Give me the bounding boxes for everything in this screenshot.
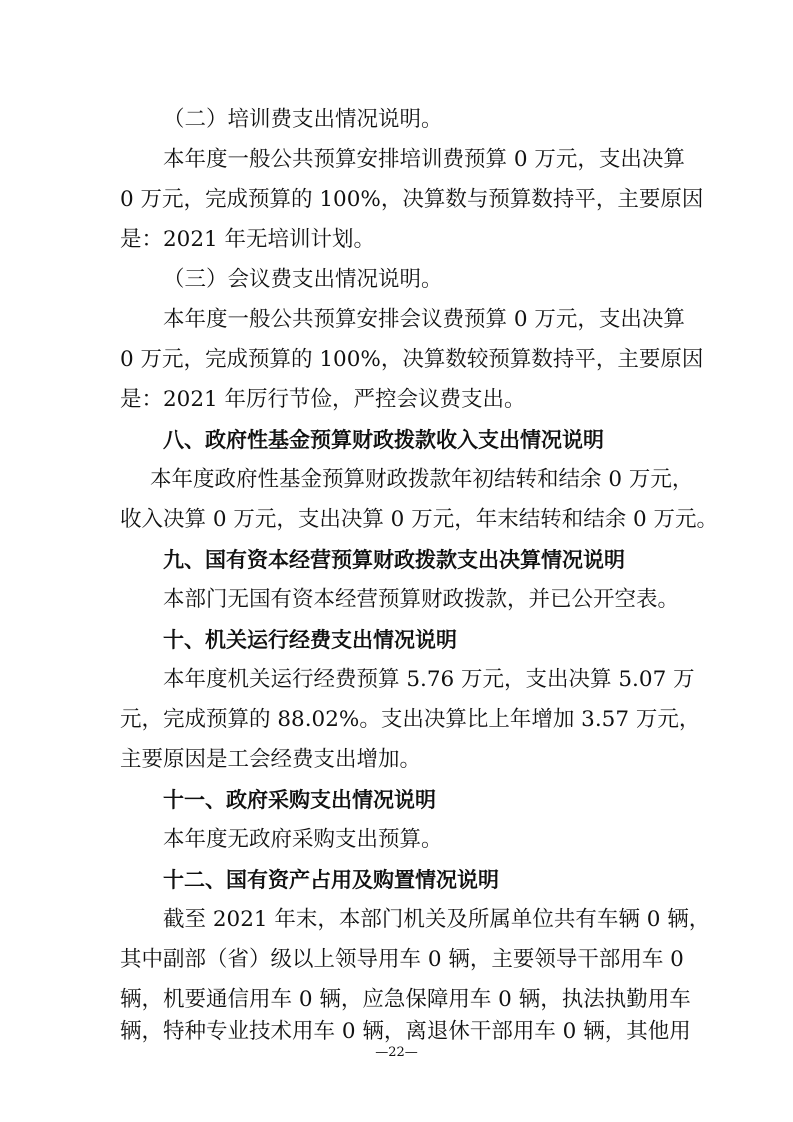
subheading-training-fee: （二）培训费支出情况说明。	[163, 107, 443, 132]
paragraph-line: 本年度政府性基金预算财政拨款年初结转和结余 0 万元，	[150, 467, 694, 492]
paragraph-line: 本年度机关运行经费预算 5.76 万元，支出决算 5.07 万	[163, 667, 695, 692]
paragraph-line: 元，完成预算的 88.02%。支出决算比上年增加 3.57 万元，	[120, 707, 701, 732]
paragraph-line: 主要原因是工会经费支出增加。	[120, 747, 422, 772]
paragraph-line: 辆，机要通信用车 0 辆，应急保障用车 0 辆，执法执勤用车	[120, 987, 691, 1012]
paragraph-line: 是：2021 年厉行节俭，严控会议费支出。	[120, 387, 526, 412]
section-heading-10: 十、机关运行经费支出情况说明	[163, 628, 457, 652]
section-heading-11: 十一、政府采购支出情况说明	[163, 788, 436, 812]
paragraph-line: 辆，特种专业技术用车 0 辆，离退休干部用车 0 辆，其他用	[120, 1019, 691, 1044]
paragraph-line: 本年度一般公共预算安排会议费预算 0 万元，支出决算	[163, 307, 685, 332]
paragraph-line: 是：2021 年无培训计划。	[120, 227, 376, 252]
paragraph-line: 截至 2021 年末，本部门机关及所属单位共有车辆 0 辆，	[163, 907, 711, 932]
paragraph-line: 本年度无政府采购支出预算。	[163, 827, 443, 852]
page-number: —22—	[375, 1045, 418, 1060]
paragraph-line: 本部门无国有资本经营预算财政拨款，并已公开空表。	[163, 587, 680, 612]
subheading-meeting-fee: （三）会议费支出情况说明。	[163, 267, 443, 292]
section-heading-9: 九、国有资本经营预算财政拨款支出决算情况说明	[163, 548, 625, 572]
paragraph-line: 本年度一般公共预算安排培训费预算 0 万元，支出决算	[163, 147, 685, 172]
paragraph-line: 其中副部（省）级以上领导用车 0 辆，主要领导干部用车 0	[120, 947, 684, 972]
section-heading-12: 十二、国有资产占用及购置情况说明	[163, 868, 499, 892]
paragraph-line: 0 万元，完成预算的 100%，决算数较预算数持平，主要原因	[120, 347, 704, 372]
paragraph-line: 0 万元，完成预算的 100%，决算数与预算数持平，主要原因	[120, 187, 704, 212]
paragraph-line: 收入决算 0 万元，支出决算 0 万元，年末结转和结余 0 万元。	[120, 507, 719, 532]
section-heading-8: 八、政府性基金预算财政拨款收入支出情况说明	[163, 428, 604, 452]
